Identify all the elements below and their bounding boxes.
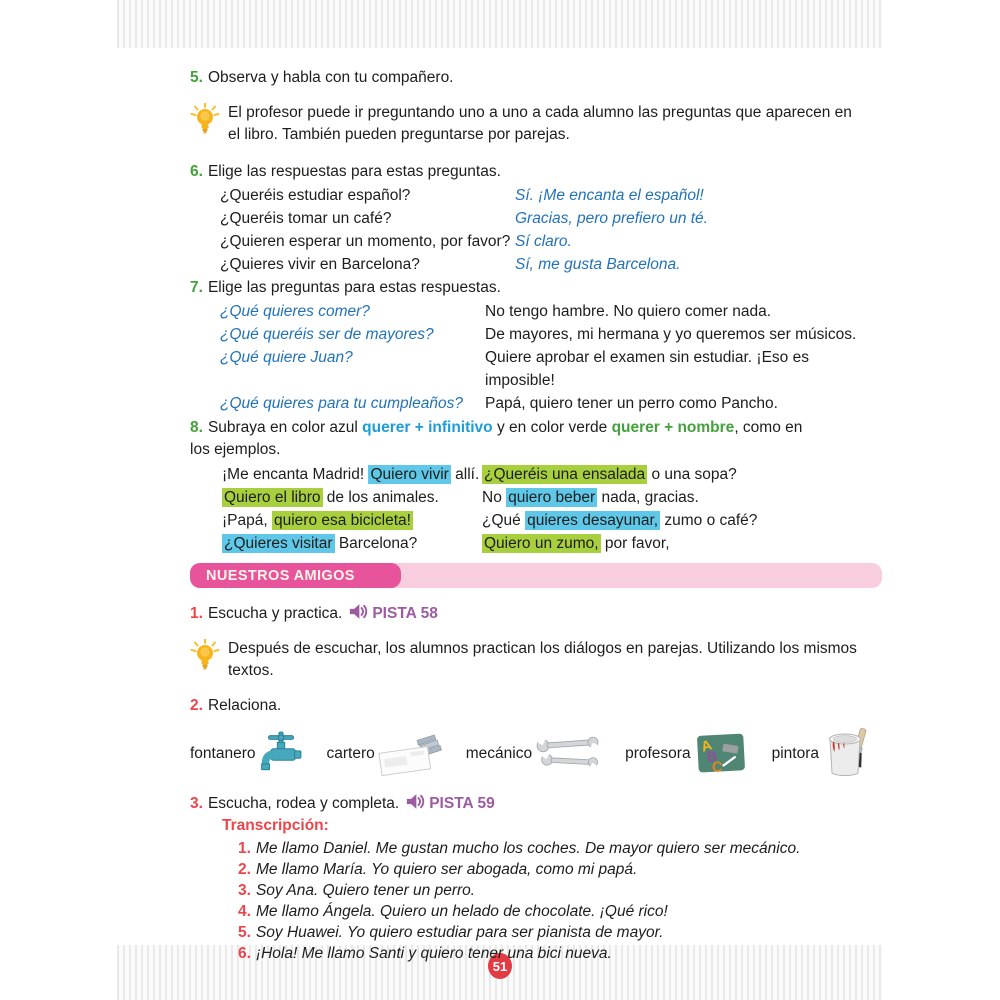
sentence <box>222 509 482 532</box>
tip-text: Después de escuchar, los alumnos practican los diálogos en parejas. Utilizando los mismos textos. <box>228 640 857 679</box>
speaker-icon <box>349 602 368 621</box>
item-text: Soy Huawei. Yo quiero estudiar para ser pianista de mayor. <box>255 924 664 941</box>
transcription-label: Transcripción: <box>222 817 329 834</box>
answer-text: Papá, quiero tener un perro como Pancho. <box>485 395 778 412</box>
transcription-block <box>190 816 882 964</box>
highlight-row <box>190 486 882 509</box>
svg-text:C: C <box>710 759 723 777</box>
answer-text: De mayores, mi hermana y yo queremos ser músicos. <box>485 326 857 343</box>
transcription-item <box>238 901 882 922</box>
question-answer-list <box>190 300 882 415</box>
plain-text: por favor, <box>600 535 670 552</box>
question-text: ¿Quieres vivir en Barcelona? <box>220 256 420 273</box>
tip-text: El profesor puede ir preguntando uno a uno a cada alumno las preguntas que aparecen en el libro. También pueden preguntarse por parejas. <box>228 104 852 143</box>
highlight-blue: ¿Quieres visitar <box>224 535 333 552</box>
profession-item <box>625 729 747 779</box>
transcription-item <box>238 880 882 901</box>
teacher-tip <box>190 638 882 682</box>
sentence <box>482 509 882 532</box>
exercise-6 <box>190 162 882 276</box>
item-number: 6. <box>238 945 251 962</box>
question-text: ¿Queréis tomar un café? <box>220 210 392 227</box>
paint-can-image <box>822 728 870 780</box>
plain-text: nada, gracias. <box>597 489 699 506</box>
question-answer-row <box>190 230 882 253</box>
professions-matching-row <box>190 724 882 784</box>
exercise-text: Relaciona. <box>207 697 282 714</box>
svg-text:B: B <box>705 748 719 766</box>
audio-track-label: PISTA 58 <box>372 605 438 622</box>
question-text: ¿Queréis estudiar español? <box>220 187 411 204</box>
highlight-blue: quiero beber <box>508 489 596 506</box>
item-text: Me llamo Ángela. Quiero un helado de chocolate. ¡Qué rico! <box>255 903 668 920</box>
sentence <box>222 532 482 555</box>
exercise-title: Elige las preguntas para estas respuestas. <box>207 279 501 296</box>
sentence <box>482 486 882 509</box>
page-number: 51 <box>492 958 508 974</box>
exercise-text: Escucha, rodea y completa. <box>207 795 400 812</box>
profession-item <box>327 732 442 776</box>
exercise-8-heading <box>190 417 824 461</box>
plain-text: allí. <box>450 466 480 483</box>
sentence <box>482 463 882 486</box>
highlight-green: Quiero un zumo, <box>484 535 599 552</box>
answer-text: Quiere aprobar el examen sin estudiar. ¡Eso es imposible! <box>485 349 809 389</box>
transcription-item <box>238 922 882 943</box>
question-text: ¿Quieren esperar un momento, por favor? <box>220 233 511 250</box>
answer-text: Gracias, pero prefiero un té. <box>515 210 708 227</box>
highlighted-sentence-list <box>190 463 882 555</box>
transcription-item <box>238 859 882 880</box>
question-answer-list <box>190 184 882 276</box>
lightbulb-icon <box>190 639 220 673</box>
sentence <box>222 463 482 486</box>
question-answer-row <box>190 184 882 207</box>
exercise-text: Observa y habla con tu compañero. <box>207 69 454 86</box>
item-text: Soy Ana. Quiero tener un perro. <box>255 882 476 899</box>
lightbulb-icon <box>190 103 220 137</box>
item-number: 3. <box>238 882 251 899</box>
question-answer-row <box>190 346 882 392</box>
profession-label: fontanero <box>190 745 256 762</box>
item-number: 4. <box>238 903 251 920</box>
plain-text: zumo o café? <box>660 512 758 529</box>
heading-text: y en color verde <box>492 419 612 436</box>
profession-item <box>466 735 601 773</box>
letters-image <box>378 732 442 776</box>
exercise-2-heading <box>190 696 882 716</box>
exercise-number: 3. <box>190 795 203 812</box>
svg-text:A: A <box>698 737 714 756</box>
profession-label: profesora <box>625 745 691 762</box>
exercise-8 <box>190 417 882 555</box>
querer-nombre-label: querer + nombre <box>611 419 735 436</box>
question-text: ¿Qué quieres para tu cumpleaños? <box>220 395 463 412</box>
question-text: ¿Qué quieres comer? <box>220 303 370 320</box>
highlight-row <box>190 509 882 532</box>
highlight-green: ¿Queréis una ensalada <box>484 466 646 483</box>
plain-text: ¿Qué <box>482 512 526 529</box>
plain-text: de los animales. <box>322 489 439 506</box>
plain-text: ¡Me encanta Madrid! <box>222 466 369 483</box>
exercise-3-heading <box>190 792 882 814</box>
highlight-green: quiero esa bicicleta! <box>273 512 411 529</box>
transcription-item <box>238 943 882 964</box>
item-number: 5. <box>238 924 251 941</box>
item-number: 2. <box>238 861 251 878</box>
plain-text: Barcelona? <box>334 535 418 552</box>
exercise-7 <box>190 278 882 415</box>
heading-text: Subraya en color azul <box>207 419 363 436</box>
heading-text: , como en los ejemplos. <box>190 419 803 458</box>
wrenches-image <box>535 735 601 773</box>
exercise-number: 8. <box>190 419 203 436</box>
plain-text: o una sopa? <box>647 466 737 483</box>
item-text: Me llamo Daniel. Me gustan mucho los coches. De mayor quiero ser mecánico. <box>255 840 801 857</box>
section-title: NUESTROS AMIGOS <box>190 563 401 588</box>
highlight-blue: Quiero vivir <box>370 466 449 483</box>
exercise-number: 2. <box>190 697 203 714</box>
speaker-icon <box>406 792 425 811</box>
highlight-row <box>190 463 882 486</box>
exercise-number: 1. <box>190 605 203 622</box>
exercise-number: 5. <box>190 69 203 86</box>
question-text: ¿Qué quiere Juan? <box>220 349 353 366</box>
exercise-number: 7. <box>190 279 203 296</box>
exercise-5-heading <box>190 68 882 88</box>
answer-text: Sí. ¡Me encanta el español! <box>515 187 704 204</box>
teacher-tip <box>190 102 882 146</box>
item-text: Me llamo María. Yo quiero ser abogada, como mi papá. <box>255 861 638 878</box>
question-answer-row <box>190 253 882 276</box>
plain-text: No <box>482 489 507 506</box>
exercise-6-heading <box>190 162 882 182</box>
transcription-list <box>222 838 882 964</box>
highlight-green: Quiero el libro <box>224 489 321 506</box>
sentence <box>222 486 482 509</box>
chalkboard-image <box>694 729 748 779</box>
profession-label: mecánico <box>465 745 533 762</box>
answer-text: Sí claro. <box>515 233 572 250</box>
question-answer-row <box>190 323 882 346</box>
answer-text: No tengo hambre. No quiero comer nada. <box>485 303 772 320</box>
transcription-item <box>238 838 882 859</box>
exercise-title: Elige las respuestas para estas preguntas. <box>207 163 501 180</box>
profession-item <box>190 731 303 777</box>
section-banner <box>190 563 882 588</box>
answer-text: Sí, me gusta Barcelona. <box>515 256 681 273</box>
exercise-1-heading <box>190 602 882 624</box>
question-text: ¿Qué queréis ser de mayores? <box>220 326 434 343</box>
item-text: ¡Hola! Me llamo Santi y quiero tener una bici nueva. <box>255 945 612 962</box>
audio-track-label: PISTA 59 <box>429 795 495 812</box>
exercise-number: 6. <box>190 163 203 180</box>
profession-label: pintora <box>771 745 819 762</box>
plain-text: ¡Papá, <box>222 512 272 529</box>
highlight-row <box>190 532 882 555</box>
exercise-text: Escucha y practica. <box>207 605 343 622</box>
profession-item <box>772 728 870 780</box>
page-content <box>190 60 882 964</box>
question-answer-row <box>190 392 882 415</box>
faucet-image <box>259 731 303 777</box>
exercise-7-heading <box>190 278 882 298</box>
question-answer-row <box>190 207 882 230</box>
profession-label: cartero <box>326 745 375 762</box>
question-answer-row <box>190 300 882 323</box>
top-striped-band <box>117 0 883 48</box>
querer-infinitivo-label: querer + infinitivo <box>362 419 493 436</box>
highlight-blue: quieres desayunar, <box>527 512 659 529</box>
sentence <box>482 532 882 555</box>
item-number: 1. <box>238 840 251 857</box>
